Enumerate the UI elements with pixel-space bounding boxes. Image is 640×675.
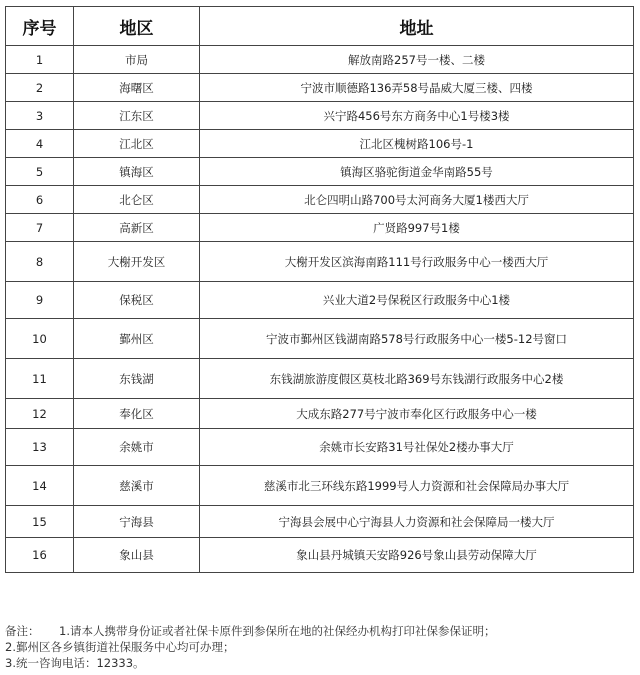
cell-number: 9 — [6, 282, 74, 319]
note-line — [5, 623, 495, 639]
cell-region: 北仑区 — [74, 186, 200, 214]
cell-address: 象山县丹城镇天安路926号象山县劳动保障大厅 — [200, 538, 634, 573]
cell-address: 慈溪市北三环线东路1999号人力资源和社会保障局办事大厅 — [200, 466, 634, 506]
cell-region: 奉化区 — [74, 399, 200, 429]
table-row — [6, 466, 634, 506]
cell-address: 宁海县会展中心宁海县人力资源和社会保障局一楼大厅 — [200, 506, 634, 538]
table-row — [6, 282, 634, 319]
cell-address: 东钱湖旅游度假区莫枝北路369号东钱湖行政服务中心2楼 — [200, 359, 634, 399]
header-number: 序号 — [6, 7, 74, 46]
note-line — [5, 639, 495, 655]
cell-number: 7 — [6, 214, 74, 242]
cell-number: 2 — [6, 74, 74, 102]
note-item: 2.鄞州区各乡镇街道社保服务中心均可办理； — [5, 640, 235, 654]
cell-address: 江北区槐树路106号-1 — [200, 130, 634, 158]
table-row — [6, 46, 634, 74]
table-row — [6, 399, 634, 429]
cell-address: 宁波市鄞州区钱湖南路578号行政服务中心一楼5-12号窗口 — [200, 319, 634, 359]
table-row — [6, 74, 634, 102]
cell-number: 11 — [6, 359, 74, 399]
table-row — [6, 319, 634, 359]
cell-number: 3 — [6, 102, 74, 130]
table-row — [6, 102, 634, 130]
cell-region: 慈溪市 — [74, 466, 200, 506]
cell-region: 余姚市 — [74, 429, 200, 466]
header-address: 地址 — [200, 7, 634, 46]
table-row — [6, 130, 634, 158]
cell-number: 6 — [6, 186, 74, 214]
cell-address: 宁波市顺德路136弄58号晶威大厦三楼、四楼 — [200, 74, 634, 102]
cell-address: 广贤路997号1楼 — [200, 214, 634, 242]
cell-region: 保税区 — [74, 282, 200, 319]
table-row — [6, 186, 634, 214]
cell-region: 市局 — [74, 46, 200, 74]
cell-number: 16 — [6, 538, 74, 573]
cell-region: 江东区 — [74, 102, 200, 130]
cell-address: 解放南路257号一楼、二楼 — [200, 46, 634, 74]
table-row — [6, 506, 634, 538]
cell-region: 宁海县 — [74, 506, 200, 538]
cell-region: 大榭开发区 — [74, 242, 200, 282]
cell-address: 镇海区骆驼街道金华南路55号 — [200, 158, 634, 186]
table-row — [6, 158, 634, 186]
cell-region: 海曙区 — [74, 74, 200, 102]
cell-address: 兴业大道2号保税区行政服务中心1楼 — [200, 282, 634, 319]
table-body — [6, 46, 634, 573]
cell-number: 13 — [6, 429, 74, 466]
table-row — [6, 538, 634, 573]
cell-number: 14 — [6, 466, 74, 506]
cell-region: 高新区 — [74, 214, 200, 242]
note-item: 1.请本人携带身份证或者社保卡原件到参保所在地的社保经办机构打印社保参保证明； — [59, 624, 496, 638]
cell-address: 北仑四明山路700号太河商务大厦1楼西大厅 — [200, 186, 634, 214]
cell-region: 象山县 — [74, 538, 200, 573]
note-line — [5, 655, 495, 671]
cell-number: 12 — [6, 399, 74, 429]
table-row — [6, 214, 634, 242]
cell-number: 4 — [6, 130, 74, 158]
cell-region: 江北区 — [74, 130, 200, 158]
address-table — [5, 6, 634, 573]
table-row — [6, 359, 634, 399]
cell-number: 10 — [6, 319, 74, 359]
header-region: 地区 — [74, 7, 200, 46]
cell-region: 镇海区 — [74, 158, 200, 186]
cell-address: 大成东路277号宁波市奉化区行政服务中心一楼 — [200, 399, 634, 429]
table-row — [6, 242, 634, 282]
table-row — [6, 429, 634, 466]
cell-address: 兴宁路456号东方商务中心1号楼3楼 — [200, 102, 634, 130]
cell-number: 5 — [6, 158, 74, 186]
cell-address: 余姚市长安路31号社保处2楼办事大厅 — [200, 429, 634, 466]
note-item: 3.统一咨询电话：12333。 — [5, 656, 145, 670]
cell-number: 8 — [6, 242, 74, 282]
cell-number: 1 — [6, 46, 74, 74]
cell-region: 鄞州区 — [74, 319, 200, 359]
table-header-row — [6, 7, 634, 46]
cell-address: 大榭开发区滨海南路111号行政服务中心一楼西大厅 — [200, 242, 634, 282]
notes-label: 备注： — [5, 624, 40, 638]
cell-number: 15 — [6, 506, 74, 538]
notes-section — [5, 623, 495, 671]
cell-region: 东钱湖 — [74, 359, 200, 399]
